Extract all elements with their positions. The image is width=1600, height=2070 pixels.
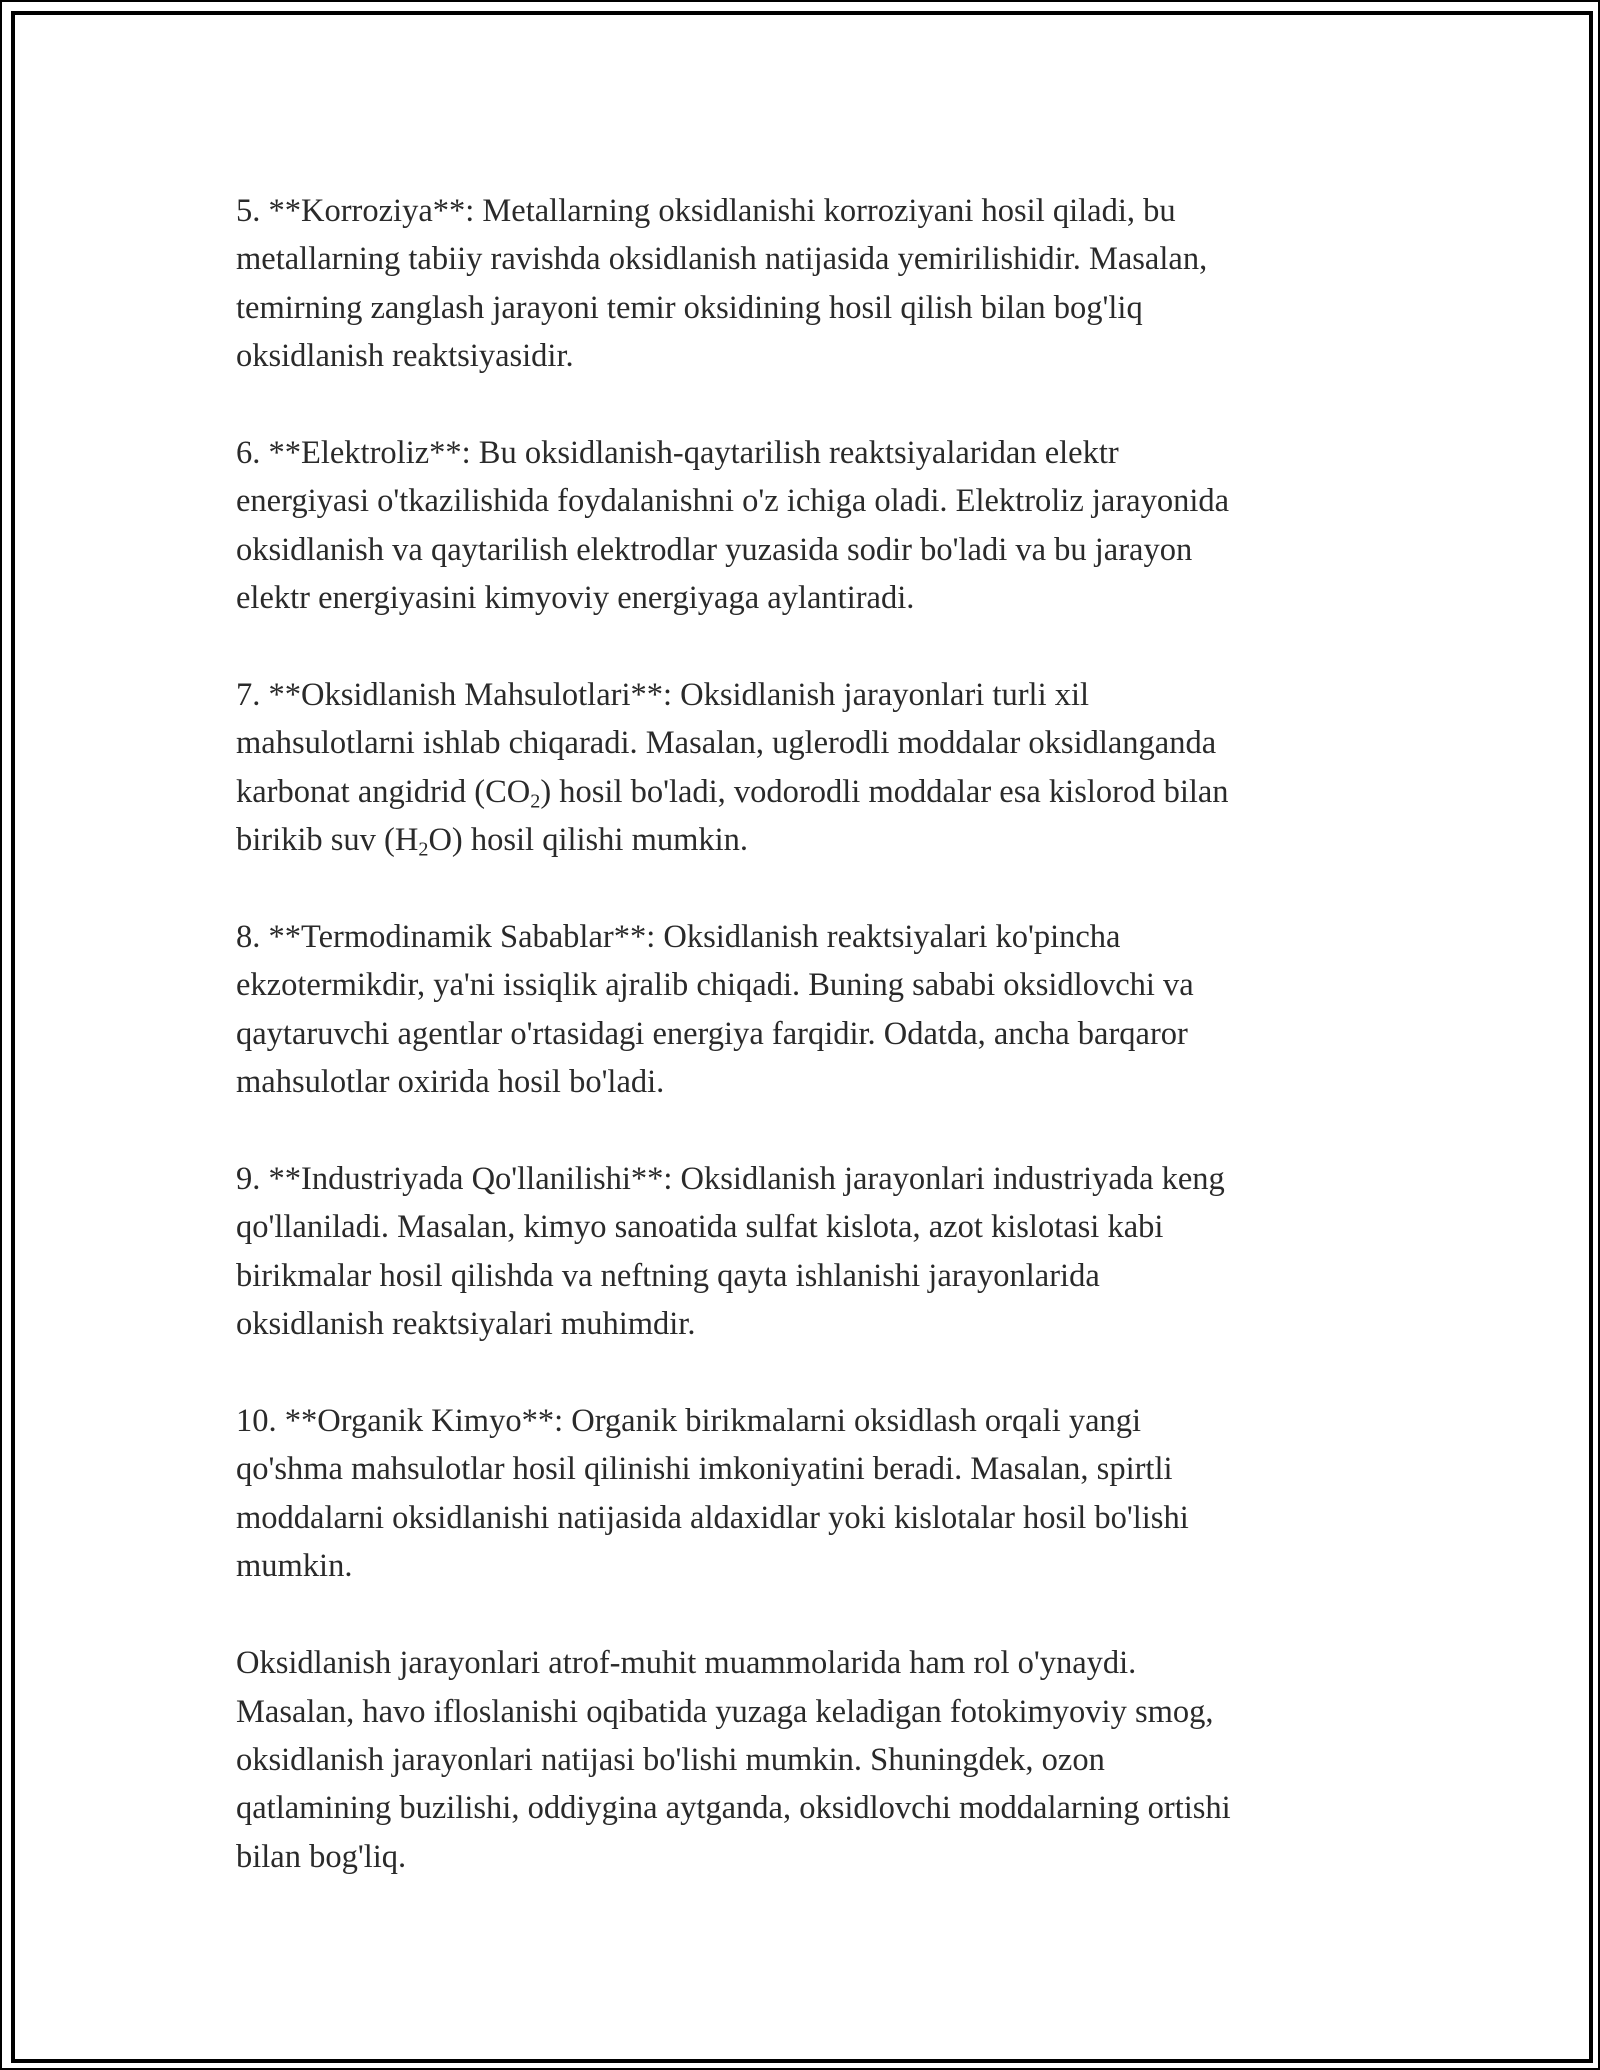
text-line: oksidlanish reaktsiyalari muhimdir. xyxy=(236,1306,696,1343)
text-line-co2 xyxy=(236,768,1386,816)
text-line: qo'llaniladi. Masalan, kimyo sanoatida sulfat kislota, azot kislotasi kabi xyxy=(236,1209,1164,1246)
text-line: energiyasi o'tkazilishida foydalanishni o'z ichiga oladi. Elektroliz jarayonida xyxy=(236,483,1230,520)
subscript: 2 xyxy=(418,838,429,861)
subscript: 2 xyxy=(530,790,541,813)
text-line: oksidlanish va qaytarilish elektrodlar yuzasida sodir bo'ladi va bu jarayon xyxy=(236,531,1193,568)
text-line: 7. **Oksidlanish Mahsulotlari**: Oksidlanish jarayonlari turli xil xyxy=(236,677,1090,714)
text-line: metallarning tabiiy ravishda oksidlanish natijasida yemirilishidir. Masalan, xyxy=(236,241,1208,278)
text-line: mahsulotlar oxirida hosil bo'ladi. xyxy=(236,1064,665,1101)
paragraph-termodinamik-sabablar xyxy=(236,913,1386,1107)
paragraph-industriyada xyxy=(236,1155,1386,1349)
paragraph-elektroliz xyxy=(236,429,1386,623)
text-line: qo'shma mahsulotlar hosil qilinishi imkoniyatini beradi. Masalan, spirtli xyxy=(236,1451,1173,1488)
text-line: oksidlanish reaktsiyasidir. xyxy=(236,338,574,375)
text-line: temirning zanglash jarayoni temir oksidining hosil qilish bilan bog'liq xyxy=(236,289,1143,326)
text-fragment: ) hosil bo'ladi, vodorodli moddalar esa kislorod bilan xyxy=(540,773,1229,810)
text-line: mumkin. xyxy=(236,1548,353,1585)
text-fragment: O) hosil qilishi mumkin. xyxy=(428,822,749,859)
text-line: moddalarni oksidlanishi natijasida aldaxidlar yoki kislotalar hosil bo'lishi xyxy=(236,1499,1189,1536)
text-line-h2o xyxy=(236,816,1386,864)
text-line: ekzotermikdir, ya'ni issiqlik ajralib chiqadi. Buning sababi oksidlovchi va xyxy=(236,967,1194,1004)
text-line: 5. **Korroziya**: Metallarning oksidlanishi korroziyani hosil qiladi, bu xyxy=(236,193,1176,229)
text-line: 6. **Elektroliz**: Bu oksidlanish-qaytarilish reaktsiyalaridan elektr xyxy=(236,435,1119,472)
paragraph-organik-kimyo xyxy=(236,1397,1386,1591)
text-line: oksidlanish jarayonlari natijasi bo'lishi mumkin. Shuningdek, ozon xyxy=(236,1741,1105,1778)
paragraph-korroziya xyxy=(236,187,1386,381)
text-line: bilan bog'liq. xyxy=(236,1838,407,1875)
paragraph-oksidlanish-mahsulotlari xyxy=(236,671,1386,865)
text-line: qaytaruvchi agentlar o'rtasidagi energiya farqidir. Odatda, ancha barqaror xyxy=(236,1015,1188,1052)
text-line: Oksidlanish jarayonlari atrof-muhit muammolarida ham rol o'ynaydi. xyxy=(236,1645,1137,1682)
text-fragment: birikib suv (H xyxy=(236,822,419,859)
text-line: mahsulotlarni ishlab chiqaradi. Masalan, uglerodli moddalar oksidlanganda xyxy=(236,725,1217,762)
text-fragment: karbonat angidrid (CO xyxy=(236,773,531,810)
text-line: 10. **Organik Kimyo**: Organik birikmalarni oksidlash orqali yangi xyxy=(236,1403,1142,1440)
document-body xyxy=(236,187,1386,1930)
text-line: 9. **Industriyada Qo'llanilishi**: Oksidlanish jarayonlari industriyada keng xyxy=(236,1161,1225,1198)
text-line: birikmalar hosil qilishda va neftning qayta ishlanishi jarayonlarida xyxy=(236,1257,1100,1294)
text-line: Masalan, havo ifloslanishi oqibatida yuzaga keladigan fotokimyoviy smog, xyxy=(236,1693,1214,1730)
text-line: 8. **Termodinamik Sabablar**: Oksidlanish reaktsiyalari ko'pincha xyxy=(236,919,1121,956)
text-line: qatlamining buzilishi, oddiygina aytganda, oksidlovchi moddalarning ortishi xyxy=(236,1790,1231,1827)
paragraph-atrof-muhit xyxy=(236,1639,1386,1881)
text-line: elektr energiyasini kimyoviy energiyaga aylantiradi. xyxy=(236,580,915,617)
